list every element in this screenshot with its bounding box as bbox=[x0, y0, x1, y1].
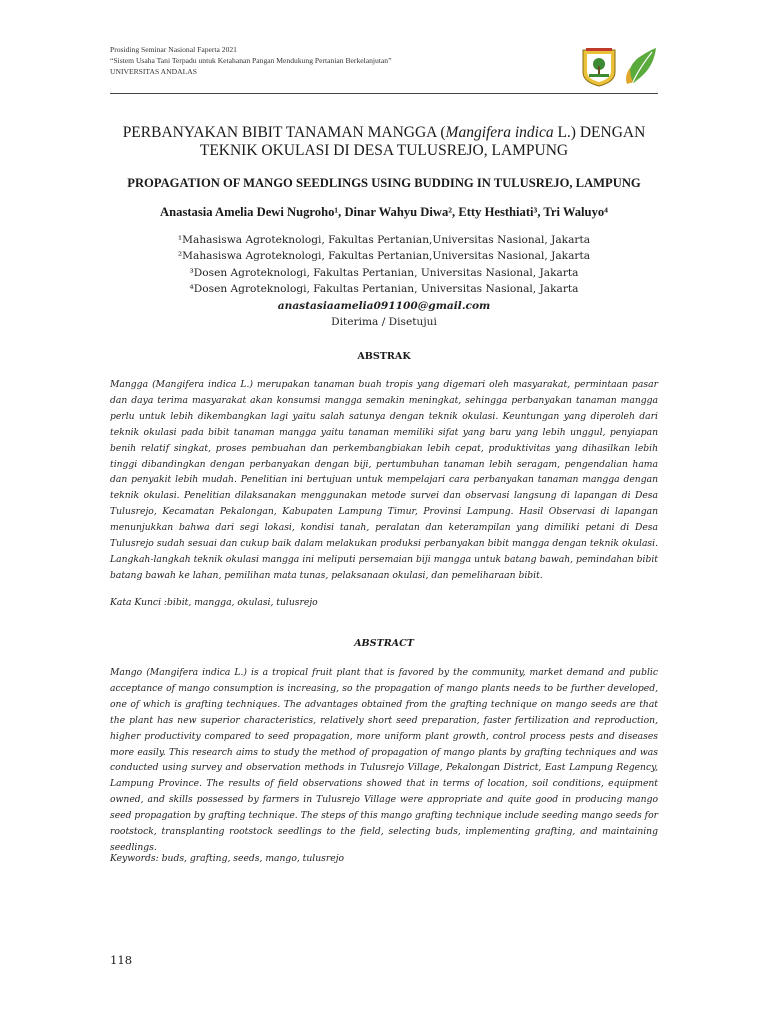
header-rule bbox=[110, 93, 658, 94]
header-line-1: Prosiding Seminar Nasional Faperta 2021 bbox=[110, 45, 237, 54]
abstract-keywords: Keywords: buds, grafting, seeds, mango, tulusrejo bbox=[110, 853, 345, 864]
abstrak-keywords: Kata Kunci :bibit, mangga, okulasi, tulusrejo bbox=[110, 597, 318, 608]
paper-title bbox=[110, 124, 658, 160]
header-logos bbox=[580, 46, 660, 88]
affiliation-3: ³Dosen Agroteknologi, Fakultas Pertanian, Universitas Nasional, Jakarta bbox=[189, 266, 579, 279]
abstract-text: Mango (Mangifera indica L.) is a tropical fruit plant that is favored by the community, market demand and public acceptance of mango consumption is increasing, so the propagation of mango plants needs to be further developed, one of which is grafting techniques. The advantages obtained from the grafting technique on mango seeds are that the plant has new superior characteristics, relatively short seed preparation, faster fertilization and reproduction, higher productivity compared to seed propagation, more uniform plant growth, control process pests and diseases more easily. This research aims to study the method of propagation of mango plants by grafting techniques and was conducted using survey and observation methods in Tulusrejo Village, Pekalongan District, East Lampung Regency, Lampung Province. The results of field observations showed that in terms of location, soil conditions, equipment owned, and skills possessed by farmers in Tulusrejo Village were appropriate and quite good in producing mango seed propagation by grafting technique. The steps of this mango grafting technique include seeding mango seeds for rootstock, transplanting rootstock seedlings to the field, selecting buds, implementing grafting, and maintaining seedlings. bbox=[110, 667, 658, 853]
received-accepted: Diterima / Disetujui bbox=[331, 316, 437, 329]
page-number: 118 bbox=[110, 953, 133, 967]
abstract-heading: ABSTRACT bbox=[354, 638, 414, 649]
abstrak-text: Mangga (Mangifera indica L.) merupakan tanaman buah tropis yang digemari oleh masyarakat, permintaan pasar dan daya terima masyarakat akan konsumsi mangga semakin meningkat, sehingga perbanyakan tanaman mangga perlu untuk lebih dikembangkan lagi yaitu salah satunya dengan teknik okulasi. Keuntungan yang diperoleh dari teknik okulasi pada bibit tanaman mangga yaitu tanaman memiliki sifat yang baru yang lebih unggul, penyiapan benih relatif singkat, proses pembuahan dan perkembangbiakan lebih cepat, produktivitas yang dihasilkan lebih tinggi dibandingkan dengan perbanyakan dengan biji, pertumbuhan tanaman lebih seragam, pengendalian hama dan penyakit lebih mudah. Penelitian ini bertujuan untuk mempelajari cara perbanyakan tanaman mangga dengan teknik okulasi. Penelitian dilaksanakan menggunakan metode survei dan observasi langsung di lapangan di Desa Tulusrejo, Kecamatan Pekalongan, Kabupaten Lampung Timur, Provinsi Lampung. Hasil Observasi di lapangan menunjukkan bahwa dari segi lokasi, kondisi tanah, peralatan dan keterampilan yang dimiliki petani di Desa Tulusrejo sudah sesuai dan cukup baik dalam melakukan produksi perbanyakan bibit mangga dengan teknik okulasi. Langkah-langkah teknik okulasi mangga ini meliputi persemaian biji mangga untuk batang bawah, pemindahan bibit batang bawah ke lahan, pemilihan mata tunas, pelaksanaan okulasi, dan pemeliharaan bibit. bbox=[110, 379, 658, 581]
author-email: anastasiaamelia091100@gmail.com bbox=[277, 299, 491, 312]
english-title: PROPAGATION OF MANGO SEEDLINGS USING BUDDING IN TULUSREJO, LAMPUNG bbox=[127, 176, 641, 190]
affiliation-4: ⁴Dosen Agroteknologi, Fakultas Pertanian, Universitas Nasional, Jakarta bbox=[189, 283, 579, 296]
title-part1: PERBANYAKAN BIBIT TANAMAN MANGGA ( bbox=[122, 124, 446, 141]
proceedings-header bbox=[110, 44, 660, 77]
affiliation-1: ¹Mahasiswa Agroteknologi, Fakultas Pertanian,Universitas Nasional, Jakarta bbox=[177, 234, 591, 246]
authors: Anastasia Amelia Dewi Nugroho¹, Dinar Wahyu Diwa², Etty Hesthiati³, Tri Waluyo⁴ bbox=[160, 205, 608, 219]
affiliations bbox=[110, 232, 658, 330]
header-line-2: “Sistem Usaha Tani Terpadu untuk Ketahanan Pangan Mendukung Pertanian Berkelanjutan” bbox=[110, 56, 392, 65]
university-seal-icon bbox=[580, 46, 660, 88]
title-part2: L.) DENGAN TEKNIK OKULASI DI DESA TULUSREJO, LAMPUNG bbox=[199, 124, 646, 159]
title-italic: Mangifera indica bbox=[445, 124, 554, 141]
abstrak-heading: ABSTRAK bbox=[357, 351, 411, 362]
affiliation-2: ²Mahasiswa Agroteknologi, Fakultas Pertanian,Universitas Nasional, Jakarta bbox=[177, 250, 591, 263]
header-line-3: UNIVERSITAS ANDALAS bbox=[110, 67, 197, 76]
